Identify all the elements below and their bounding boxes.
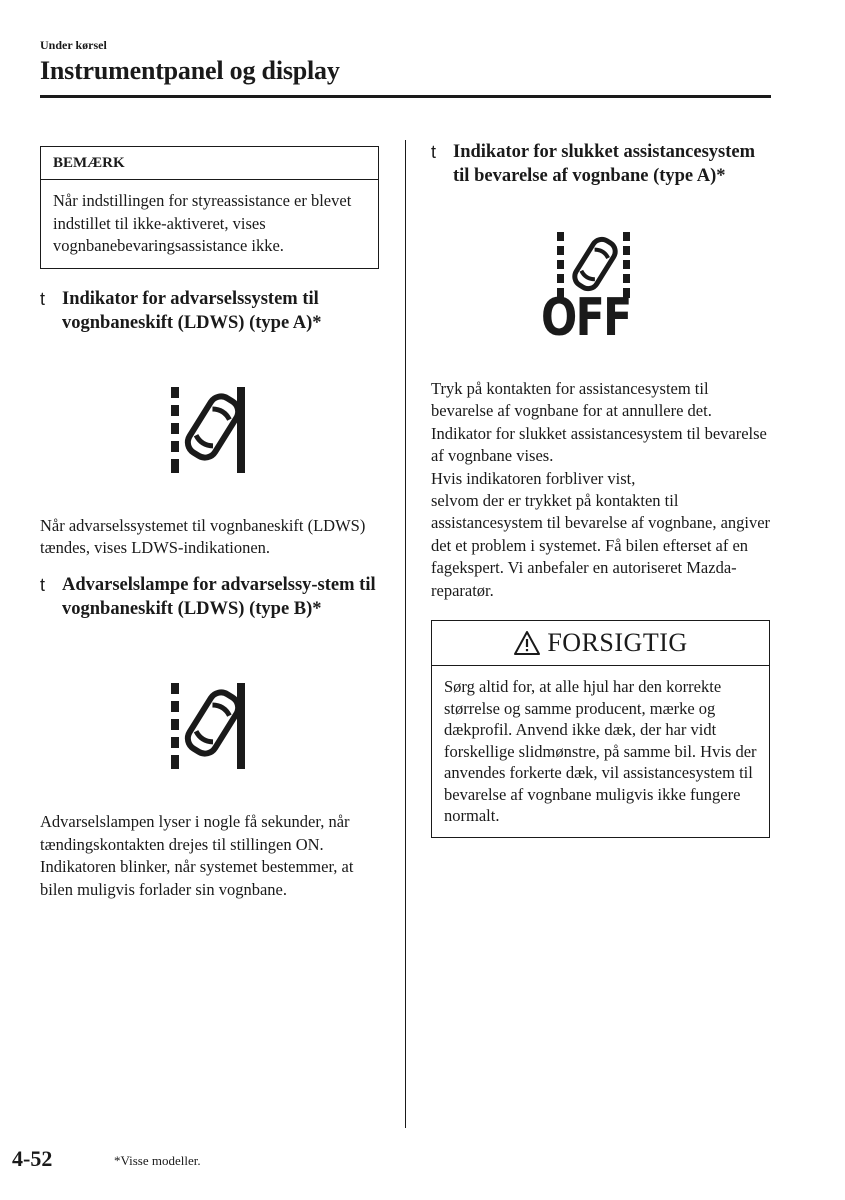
ldws-b-heading-text: Advarselslampe for advarselssy-stem til vognbaneskift (LDWS) (type B)*: [62, 575, 376, 620]
page-title: Instrumentpanel og display: [40, 56, 340, 85]
caution-heading-text: FORSIGTIG: [547, 628, 688, 658]
right-column: [431, 140, 771, 838]
warning-triangle-icon: [513, 630, 541, 656]
ldws-a-heading-text: Indikator for advarselssystem til vognbaneskift (LDWS) (type A)*: [62, 288, 322, 333]
column-divider: [405, 140, 406, 1128]
off-label: OFF: [541, 288, 631, 348]
title-rule: [40, 95, 771, 98]
caution-box: [431, 620, 770, 838]
left-column: [40, 146, 380, 901]
ldws-b-text-2: Indikatoren blinker, når systemet bestemmer, at bilen muligvis forlader sin vognbane.: [40, 857, 354, 899]
note-heading: BEMÆRK: [41, 147, 378, 180]
caution-heading: [432, 621, 769, 666]
ldws-b-text-1: Advarselslampen lyser i nogle få sekunder, når tændingskontakten drejes til stillingen ON.: [40, 812, 350, 854]
lane-keep-off-heading: [431, 140, 771, 188]
bullet-marker: t: [40, 288, 46, 309]
lane-keep-off-text-2: Indikator for slukket assistancesystem til bevarelse af vognbane vises.: [431, 423, 767, 466]
ldws-b-heading: [40, 573, 380, 621]
caution-text: Sørg altid for, at alle hjul har den korrekte størrelse og samme producent, mærke og dækprofil. Anvend ikke dæk, der har vidt forskellige slidmønstre, på samme bil. Hvis der anvendes forkerte dæk, vil assistancesystem til bevarelse af vognbane muligvis ikke fungere normalt.: [444, 677, 757, 826]
lane-keep-off-text-1: Tryk på kontakten for assistancesystem til bevarelse af vognbane for at annullere det.: [431, 379, 712, 421]
section-label: Under kørsel: [40, 38, 107, 52]
lane-keep-off-icon: [541, 230, 641, 350]
footnote: *Visse modeller.: [114, 1153, 201, 1168]
note-text: Når indstillingen for styreassistance er blevet indstillet til ikke-aktiveret, vises vognbanebevaringsassistance ikke.: [53, 191, 352, 255]
note-box: [40, 146, 379, 269]
lane-keep-off-heading-text: Indikator for slukket assistancesystem til bevarelse af vognbane (type A)*: [453, 142, 756, 186]
lane-keep-off-text-4: selvom der er trykket på kontakten til assistancesystem til bevarelse af vognbane, angiver det et problem i systemet. Få bilen efterset af en fagekspert. Vi anbefaler en autoriseret Mazda-reparatør.: [431, 491, 771, 600]
ldws-a-text: Når advarselssystemet til vognbaneskift (LDWS) tændes, vises LDWS-indikationen.: [40, 515, 366, 557]
lane-departure-icon: [167, 385, 251, 475]
page-number: 4-52: [12, 1146, 53, 1171]
bullet-marker: t: [431, 142, 437, 162]
ldws-a-heading: [40, 287, 380, 335]
lane-departure-icon: [167, 681, 251, 771]
lane-keep-off-text-3: Hvis indikatoren forbliver vist,: [431, 468, 636, 488]
bullet-marker: t: [40, 575, 46, 596]
